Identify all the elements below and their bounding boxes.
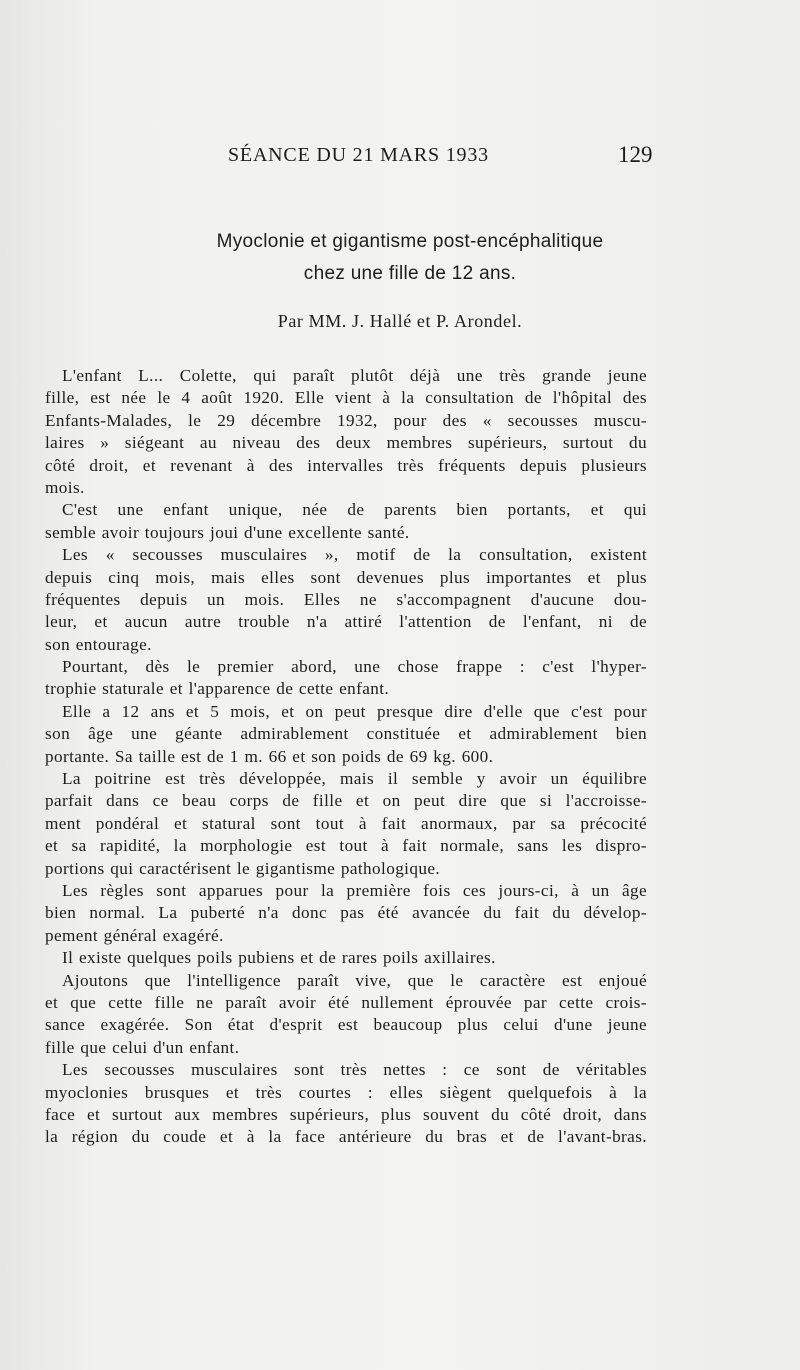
body-line: Elle a 12 ans et 5 mois, et on peut presque dire d'elle que c'est pour [62, 701, 647, 721]
body-line: L'enfant L... Colette, qui paraît plutôt déjà une très grande jeune [62, 366, 647, 385]
body-line: laires » siégeant au niveau des deux membres supérieurs, surtout du [45, 433, 647, 453]
title-line-1: Myoclonie et gigantisme post-encéphalitique [216, 231, 604, 252]
body-line: myoclonies brusques et très courtes : elles siègent quelquefois à la [45, 1082, 647, 1102]
body-line: Pourtant, dès le premier abord, une chose frappe : c'est l'hyper- [62, 657, 647, 677]
body-line: Les règles sont apparues pour la première fois ces jours-ci, à un âge [62, 880, 647, 900]
body-line: pement général exagéré. [45, 925, 224, 945]
body-line: et que cette fille ne paraît avoir été nullement éprouvée par cette crois- [45, 992, 647, 1012]
body-line: ment pondéral et statural sont tout à fait anormaux, par sa précocité [45, 813, 647, 833]
body-line: Les « secousses musculaires », motif de la consultation, existent [62, 545, 647, 565]
article-title [0, 226, 800, 290]
body-line: côté droit, et revenant à des intervalles très fréquents depuis plusieurs [45, 455, 647, 475]
body-line: portions qui caractérisent le gigantisme pathologique. [45, 858, 441, 878]
running-head: SÉANCE DU 21 MARS 1933 [228, 144, 489, 166]
body-line: son âge une géante admirablement constituée et admirablement bien [45, 724, 647, 744]
body-line: Les secousses musculaires sont très nettes : ce sont de véritables [62, 1060, 647, 1080]
body-line: Enfants-Malades, le 29 décembre 1932, pour des « secousses muscu- [45, 410, 647, 430]
page-number: 129 [618, 142, 653, 167]
body-line: La poitrine est très développée, mais il semble y avoir un équilibre [62, 769, 647, 789]
title-line-2: chez une fille de 12 ans. [303, 263, 517, 284]
body-line: bien normal. La puberté n'a donc pas été avancée du fait du dévelop- [45, 903, 647, 923]
body-line: fille que celui d'un enfant. [45, 1037, 240, 1057]
body-line: parfait dans ce beau corps de fille et on peut dire que si l'accroisse- [45, 791, 647, 811]
body-line: C'est une enfant unique, née de parents bien portants, et qui [62, 500, 647, 520]
body-line: Ajoutons que l'intelligence paraît vive, que le caractère est enjoué [62, 970, 647, 990]
body-line: et sa rapidité, la morphologie est tout à fait normale, sans les dispro- [45, 836, 647, 856]
body-line: portante. Sa taille est de 1 m. 66 et son poids de 69 kg. 600. [45, 746, 494, 766]
body-line: face et surtout aux membres supérieurs, plus souvent du côté droit, dans [45, 1104, 647, 1124]
body-line: semble avoir toujours joui d'une excellente santé. [45, 522, 410, 542]
body-line: la région du coude et à la face antérieure du bras et de l'avant-bras. [45, 1127, 647, 1147]
body-line: Il existe quelques poils pubiens et de rares poils axillaires. [62, 948, 496, 968]
body-line: mois. [45, 477, 85, 497]
body-line: son entourage. [45, 634, 152, 654]
body-line: fille, est née le 4 août 1920. Elle vient à la consultation de l'hôpital des [45, 388, 647, 408]
body-line: fréquentes depuis un mois. Elles ne s'accompagnent d'aucune dou- [45, 589, 647, 609]
article-body [45, 365, 647, 1149]
page-header [0, 140, 800, 170]
body-line: trophie staturale et l'apparence de cette enfant. [45, 679, 390, 699]
authors-byline: Par MM. J. Hallé et P. Arondel. [277, 311, 523, 331]
body-line: sance exagérée. Son état d'esprit est beaucoup plus celui d'une jeune [45, 1015, 647, 1035]
body-line: depuis cinq mois, mais elles sont devenues plus importantes et plus [45, 567, 647, 587]
body-line: leur, et aucun autre trouble n'a attiré l'attention de l'enfant, ni de [45, 612, 647, 632]
